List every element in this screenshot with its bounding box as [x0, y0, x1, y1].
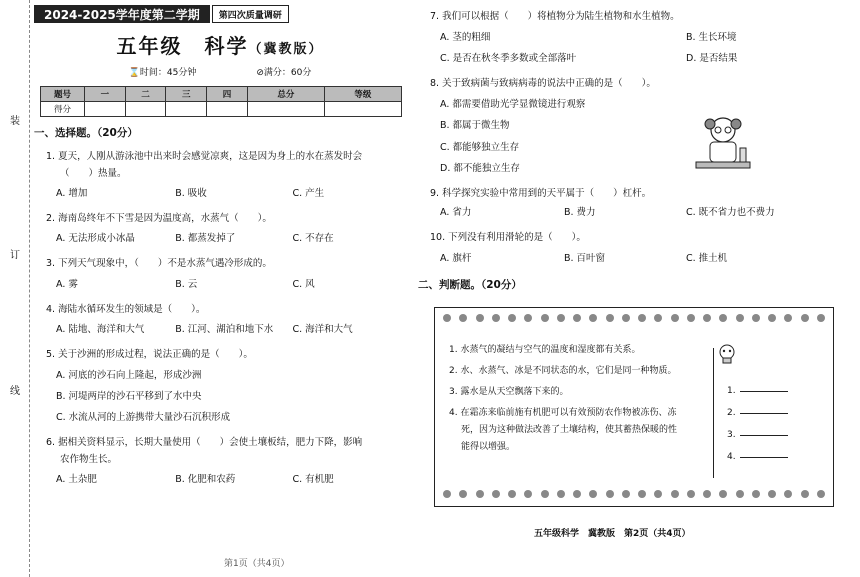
options [34, 321, 406, 338]
option-c[interactable]: C. 产生 [292, 188, 325, 200]
exam-full-score: ⊘满分：60分 [256, 68, 312, 78]
score-cell[interactable] [166, 102, 207, 117]
question-stem: 农作物生长。 [60, 454, 118, 466]
school-year: 2024-2025学年度第二学期 [34, 5, 210, 23]
option-a[interactable]: A. 雾 [56, 278, 78, 290]
option-c[interactable]: C. 都能够独立生存 [440, 141, 520, 153]
options [34, 471, 406, 488]
options [34, 185, 406, 202]
dot-border-top [443, 314, 825, 324]
option-a[interactable]: A. 都需要借助光学显微镜进行观察 [440, 99, 586, 111]
answer-divider [713, 348, 714, 478]
question-4 [34, 301, 406, 338]
question-3 [34, 255, 406, 292]
score-cell[interactable] [207, 102, 248, 117]
score-header: 四 [207, 87, 248, 102]
score-header: 总分 [247, 87, 324, 102]
score-cell[interactable] [125, 102, 166, 117]
left-column [34, 4, 406, 574]
options [34, 276, 406, 293]
option-c[interactable]: C. 既不省力也不费力 [686, 206, 775, 218]
answer-line-4[interactable]: 4. [727, 452, 788, 462]
option-a[interactable]: A. 旗杆 [440, 253, 472, 265]
judge-items [449, 342, 711, 457]
option-a[interactable]: A. 陆地、海洋和大气 [56, 323, 145, 335]
question-stem: 3. 下列天气现象中，（ ）不是水蒸气遇冷形成的。 [46, 258, 272, 270]
judge-box [434, 307, 834, 507]
option-d[interactable]: D. 都不能独立生存 [440, 162, 520, 174]
title-edition: （冀教版） [248, 42, 324, 57]
header-banner [34, 4, 406, 24]
section-title-choice: 一、选择题。（20分） [34, 127, 138, 139]
option-d[interactable]: D. 是否结果 [686, 53, 738, 65]
question-5 [34, 346, 406, 426]
option-a[interactable]: A. 省力 [440, 206, 472, 218]
option-c[interactable]: C. 推土机 [686, 253, 728, 265]
answer-line-3[interactable]: 3. [727, 430, 788, 440]
option-b[interactable]: B. 江河、湖泊和地下水 [175, 323, 274, 335]
option-a[interactable]: A. 土杂肥 [56, 474, 97, 486]
option-c[interactable]: C. 风 [292, 278, 315, 290]
page-footer: 五年级科学 冀教版 第2页（共4页） [534, 529, 691, 539]
question-7 [418, 8, 848, 67]
judge-item-4-cont: 死，因为这种做法改善了土壤结构，使其蓄热保暖的性 [461, 425, 678, 436]
judge-item-2: 2. 水、水蒸气、冰是不同状态的水，它们是同一种物质。 [449, 366, 677, 377]
question-stem: 5. 关于沙洲的形成过程，说法正确的是（ ）。 [46, 348, 253, 360]
question-2 [34, 210, 406, 247]
question-stem: 9. 科学探究实验中常用到的天平属于（ ）杠杆。 [430, 187, 652, 199]
question-8 [418, 75, 848, 176]
question-stem: 10. 下列没有利用滑轮的是（ ）。 [430, 231, 586, 243]
question-10 [418, 229, 848, 267]
question-stem: 2. 海南岛终年不下雪是因为温度高，水蒸气（ ）。 [46, 213, 272, 225]
binding-margin [0, 0, 30, 577]
judge-item-1: 1. 水蒸气的凝结与空气的温度和湿度都有关系。 [449, 345, 641, 355]
question-stem: 1. 夏天，人刚从游泳池中出来时会感觉凉爽，这是因为身上的水在蒸发时会 [46, 151, 363, 162]
judge-item-4: 4. 在霜冻来临前施有机肥可以有效预防农作物被冻伤、冻 [449, 408, 677, 419]
score-header: 题号 [41, 87, 85, 102]
score-cell[interactable] [324, 102, 401, 117]
scientist-illustration-icon [688, 112, 758, 172]
title-main: 五年级 科学 [116, 34, 249, 58]
option-a[interactable]: A. 茎的粗细 [440, 32, 491, 44]
dot-border-bottom [443, 490, 825, 500]
question-1 [34, 148, 406, 202]
question-6 [34, 434, 406, 488]
option-b[interactable]: B. 百叶窗 [564, 253, 606, 265]
question-stem: （ ）热量。 [60, 168, 127, 180]
judge-item-4-cont: 能得以增强。 [461, 442, 516, 453]
option-b[interactable]: B. 化肥和农药 [175, 474, 236, 486]
option-a[interactable]: A. 河底的沙石向上隆起，形成沙洲 [56, 369, 202, 381]
binding-char-3: 线 [10, 386, 20, 397]
option-b[interactable]: B. 费力 [564, 206, 596, 218]
option-c[interactable]: C. 有机肥 [292, 474, 334, 486]
mascot-icon [717, 342, 737, 364]
options-row [418, 50, 848, 67]
option-c[interactable]: C. 海洋和大气 [292, 323, 353, 335]
binding-char-2: 订 [10, 250, 20, 261]
page-number-left: 第1页（共4页） [224, 559, 290, 569]
exam-name: 第四次质量调研 [212, 5, 289, 23]
score-row-label: 得分 [41, 102, 85, 117]
answer-lines [727, 386, 788, 474]
option-b[interactable]: B. 云 [175, 278, 198, 290]
option-b[interactable]: B. 都蒸发掉了 [175, 233, 236, 245]
option-b[interactable]: B. 都属于微生物 [440, 120, 510, 132]
option-a[interactable]: A. 无法形成小冰晶 [56, 233, 135, 245]
option-b[interactable]: B. 河堤两岸的沙石平移到了水中央 [56, 391, 202, 403]
score-header: 一 [85, 87, 126, 102]
section-title-judge: 二、判断题。（20分） [418, 279, 522, 292]
page-title [34, 30, 406, 59]
options [418, 250, 848, 267]
score-cell[interactable] [85, 102, 126, 117]
score-header: 二 [125, 87, 166, 102]
option-a[interactable]: A. 增加 [56, 188, 88, 200]
binding-char-1: 装 [10, 116, 20, 127]
score-header: 三 [166, 87, 207, 102]
score-header: 等级 [324, 87, 401, 102]
option-b[interactable]: B. 生长环境 [686, 32, 737, 44]
answer-line-1[interactable]: 1. [727, 386, 788, 396]
exam-time: ⌛时间：45分钟 [128, 68, 197, 78]
question-stem: 4. 海陆水循环发生的领域是（ ）。 [46, 303, 206, 315]
option-b[interactable]: B. 吸收 [175, 188, 207, 200]
option-c[interactable]: C. 不存在 [292, 233, 334, 245]
question-stem: 7. 我们可以根据（ ）将植物分为陆生植物和水生植物。 [430, 11, 680, 22]
options [34, 230, 406, 247]
option-c[interactable]: C. 是否在秋冬季多数或全部落叶 [440, 53, 577, 65]
answer-line-2[interactable]: 2. [727, 408, 788, 418]
option-c[interactable]: C. 水流从河的上游携带大量沙石沉积形成 [56, 412, 231, 424]
right-column [418, 4, 848, 574]
score-cell[interactable] [247, 102, 324, 117]
options-row [418, 29, 848, 46]
judge-item-3: 3. 露水是从天空飘落下来的。 [449, 387, 569, 398]
question-9 [418, 185, 848, 221]
score-table [40, 86, 402, 117]
question-stem: 6. 据相关资料显示，长期大量使用（ ）会使土壤板结，肥力下降，影响 [46, 437, 363, 449]
question-stem: 8. 关于致病菌与致病病毒的说法中正确的是（ ）。 [430, 78, 656, 90]
exam-meta [34, 65, 406, 78]
options [418, 204, 848, 221]
